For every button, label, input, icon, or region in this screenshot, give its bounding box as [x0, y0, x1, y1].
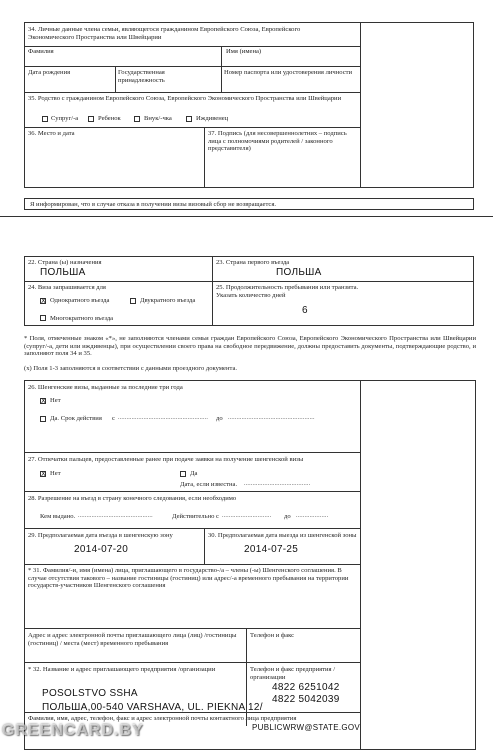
valid-label: Действительно — [172, 513, 215, 520]
valid-from-prefix: с — [216, 513, 219, 520]
contact-person-label: Фамилия, имя, адрес, телефон, факс и адрес электронной почты контактного лица предприятия — [28, 715, 297, 722]
company-phone-1: 4822 6251042 — [272, 682, 340, 693]
schengen-from-prefix: с — [112, 415, 115, 422]
field-37-label: 37. Подпись (для несовершеннолетних – подпись лица с полномочиями родителей / законного представителя) — [208, 130, 347, 153]
fingerprints-date-label: Дата, если известна. — [180, 481, 238, 488]
company-address-value: ПОЛЬША,00-540 VARSHAVA, UL. PIEKNA 12/ — [42, 702, 263, 713]
fee-note: Я информирован, что в случае отказа в получении визы визовый сбор не возвращается. — [30, 201, 277, 208]
host-phone-label: Телефон и факс — [250, 632, 295, 639]
schengen-from-field[interactable]: ..................................................... — [118, 415, 209, 421]
single-entry-label: Однократного въезда — [50, 297, 110, 304]
company-name-value: POSOLSTVO SSHA — [42, 688, 138, 699]
right-margin-column — [360, 380, 361, 750]
contact-email-value: PUBLICWRW@STATE.GOV — [252, 723, 361, 732]
schengen-no-label: Нет — [50, 397, 61, 404]
surname-label: Фамилия — [28, 48, 54, 55]
child-checkbox[interactable] — [88, 116, 94, 122]
given-names-label: Имя (имена) — [226, 48, 262, 55]
company-phone-label: Телефон и факс предприятия /организации — [250, 666, 336, 681]
field-23-value: ПОЛЬША — [276, 267, 322, 278]
spouse-checkbox[interactable] — [42, 116, 48, 122]
watermark: GREENCARD.BY — [2, 722, 144, 739]
valid-to-prefix: до — [284, 513, 291, 520]
valid-from-field[interactable]: ............................. — [222, 513, 272, 519]
issued-by-field[interactable]: ............................................ — [78, 513, 153, 519]
field-25-label: 25. Продолжительность пребывания или транзита. Указать количество дней — [216, 284, 359, 299]
footnote: * Поля, отмеченные знаком «*», не заполняются членами семьи граждан Европейского Союза, Европейского Экономического Пространства или Швейцарии (супруг/-а, дети или иждивенцы), при осуществлении своего права на свободное передвижение, должны предоставить документы, подтверждающие родство, и заполняют поля 34 и 35. — [24, 335, 476, 358]
single-entry-checkbox[interactable]: X — [41, 297, 46, 305]
double-entry-checkbox[interactable] — [130, 298, 136, 304]
field-24-label: 24. Виза запрашивается для — [28, 284, 106, 291]
fingerprints-no-checkbox[interactable]: X — [41, 470, 46, 478]
field-35-label: 35. Родство с гражданином Европейского Союза, Европейского Экономического Пространства или Швейцарии — [28, 95, 342, 102]
host-address-label: Адрес и адрес электронной почты приглашающего лица (лиц) /гостиницы (гостиниц) / места (мест) временного пребывания — [28, 632, 237, 647]
schengen-yes-label: Да. Срок действия — [50, 415, 102, 422]
multiple-entry-checkbox[interactable] — [40, 315, 46, 321]
birth-date-label: Дата рождения — [28, 69, 71, 76]
spouse-label: Супруг/-а — [51, 115, 79, 122]
valid-to-field[interactable]: ................... — [296, 513, 329, 519]
field-30-label: 30. Предполагаемая дата выезда из шенгенской зоны — [208, 532, 357, 539]
exit-date-value: 2014-07-25 — [244, 544, 299, 555]
fingerprints-no-label: Нет — [50, 470, 61, 477]
dependent-checkbox[interactable] — [186, 116, 192, 122]
field-25-value: 6 — [302, 305, 308, 316]
grandchild-checkbox[interactable] — [134, 116, 140, 122]
field-27-label: 27. Отпечатки пальцев, предоставленные ранее при подаче заявки на получение шенгенской визы — [28, 456, 304, 463]
field-23-label: 23. Страна первого въезда — [216, 259, 290, 266]
top-rule — [0, 216, 493, 217]
grandchild-label: Внук/-чка — [144, 115, 172, 122]
multiple-entry-label: Многократного въезда — [50, 315, 114, 322]
field-36-label: 36. Место и дата — [28, 130, 75, 137]
fingerprints-date-field[interactable]: ....................................... — [244, 481, 311, 487]
company-phone-2: 4822 5042039 — [272, 694, 340, 705]
field-29-label: 29. Предполагаемая дата въезда в шенгенскую зону — [28, 532, 173, 539]
schengen-to-prefix: до — [216, 415, 223, 422]
field-28-label: 28. Разрешение на въезд в страну конечного следования, если необходимо — [28, 495, 237, 502]
citizenship-label: Государственная принадлежность — [118, 69, 165, 84]
field-31-label: * 31. Фамилия/-и, имя (имена) лица, приглашающего в государство-/а – члены (-ы) Шенгенского соглашения. В случае отсутствия такового – название гостиницы (гостиниц) или адрес/-а временного пребывания на территории государств-участников Шенгенского соглашения — [28, 567, 349, 590]
dependent-label: Иждивенец — [196, 115, 229, 122]
schengen-yes-checkbox[interactable] — [40, 416, 46, 422]
field-22-label: 22. Страна (ы) назначения — [28, 259, 102, 266]
footnote-fields: (x) Поля 1-3 заполняются в соответствии с данными проездного документа. — [24, 365, 238, 372]
fingerprints-yes-checkbox[interactable] — [180, 471, 186, 477]
double-entry-label: Двукратного въезда — [140, 297, 196, 304]
schengen-to-field[interactable]: ................................................... — [228, 415, 315, 421]
field-34-label: 34. Личные данные члена семьи, являющегося гражданином Европейского Союза, Европейского Экономического Пространства или Швейцарии — [28, 26, 301, 41]
fingerprints-yes-label: Да — [190, 470, 198, 477]
child-label: Ребенок — [98, 115, 121, 122]
field-26-label: 26. Шенгенские визы, выданные за последние три года — [28, 384, 183, 391]
issued-by-label: Кем выдано. — [40, 513, 76, 520]
schengen-no-checkbox[interactable]: X — [41, 397, 46, 405]
passport-label: Номер паспорта или удостоверения личности — [224, 69, 353, 76]
entry-date-value: 2014-07-20 — [74, 544, 129, 555]
field-32-label: * 32. Название и адрес приглашающего предприятия /организации — [28, 666, 216, 673]
field-22-value: ПОЛЬША — [40, 267, 86, 278]
